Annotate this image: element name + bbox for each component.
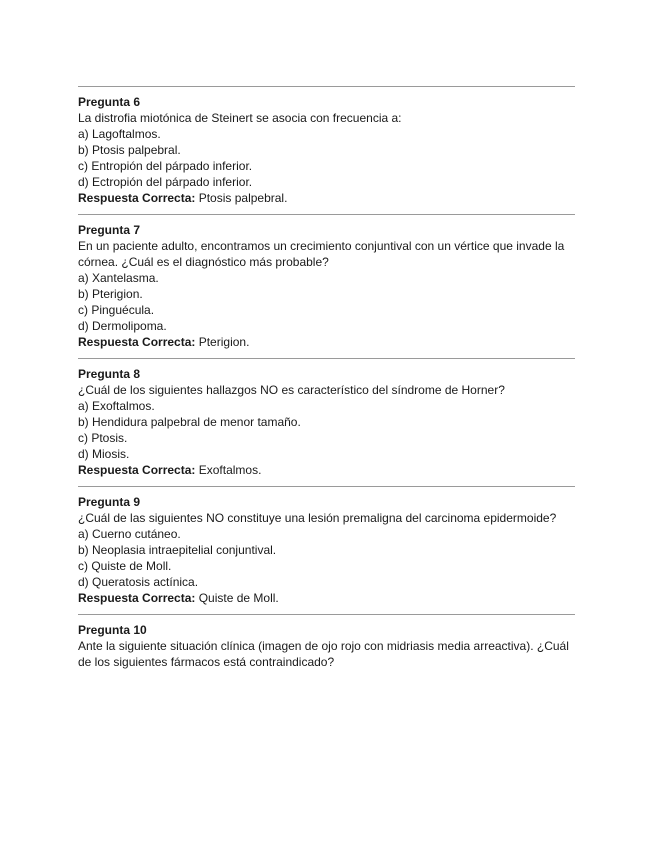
option-c: c) Pinguécula.: [78, 303, 155, 317]
option-b: b) Pterigion.: [78, 287, 143, 301]
answer-label: Respuesta Correcta:: [78, 463, 196, 477]
option-a: a) Cuerno cutáneo.: [78, 527, 181, 541]
answer-label: Respuesta Correcta:: [78, 335, 196, 349]
option-b: b) Ptosis palpebral.: [78, 143, 181, 157]
question-10: [78, 615, 575, 678]
option-list: [78, 126, 575, 190]
answer-label: Respuesta Correcta:: [78, 591, 196, 605]
question-text: Ante la siguiente situación clínica (imagen de ojo rojo con midriasis media arreactiva). ¿Cuál de los siguientes fármacos está contraindicado?: [78, 639, 569, 669]
option-b: b) Neoplasia intraepitelial conjuntival.: [78, 543, 277, 557]
correct-answer: [78, 590, 575, 606]
answer-value: Ptosis palpebral.: [198, 191, 288, 205]
option-d: d) Queratosis actínica.: [78, 575, 199, 589]
document-page: [78, 86, 575, 678]
question-title: Pregunta 7: [78, 223, 141, 237]
question-title: Pregunta 8: [78, 367, 141, 381]
option-list: [78, 398, 575, 462]
question-8: [78, 359, 575, 486]
question-6: [78, 87, 575, 214]
option-b: b) Hendidura palpebral de menor tamaño.: [78, 415, 301, 429]
question-title: Pregunta 10: [78, 623, 147, 637]
question-title: Pregunta 6: [78, 95, 141, 109]
answer-value: Pterigion.: [198, 335, 250, 349]
correct-answer: [78, 462, 575, 478]
option-d: d) Miosis.: [78, 447, 130, 461]
option-list: [78, 270, 575, 334]
option-a: a) Lagoftalmos.: [78, 127, 161, 141]
answer-value: Quiste de Moll.: [198, 591, 279, 605]
question-text: ¿Cuál de los siguientes hallazgos NO es característico del síndrome de Horner?: [78, 383, 505, 397]
correct-answer: [78, 190, 575, 206]
option-d: d) Dermolipoma.: [78, 319, 167, 333]
option-d: d) Ectropión del párpado inferior.: [78, 175, 253, 189]
option-a: a) Exoftalmos.: [78, 399, 155, 413]
answer-value: Exoftalmos.: [198, 463, 262, 477]
question-7: [78, 215, 575, 358]
question-title: Pregunta 9: [78, 495, 141, 509]
answer-label: Respuesta Correcta:: [78, 191, 196, 205]
option-a: a) Xantelasma.: [78, 271, 159, 285]
option-c: c) Ptosis.: [78, 431, 128, 445]
question-text: En un paciente adulto, encontramos un crecimiento conjuntival con un vértice que invade la córnea. ¿Cuál es el diagnóstico más probable?: [78, 239, 565, 269]
question-text: La distrofia miotónica de Steinert se asocia con frecuencia a:: [78, 111, 402, 125]
correct-answer: [78, 334, 575, 350]
question-9: [78, 487, 575, 614]
option-c: c) Quiste de Moll.: [78, 559, 172, 573]
option-list: [78, 526, 575, 590]
question-text: ¿Cuál de las siguientes NO constituye una lesión premaligna del carcinoma epidermoide?: [78, 511, 557, 525]
option-c: c) Entropión del párpado inferior.: [78, 159, 253, 173]
